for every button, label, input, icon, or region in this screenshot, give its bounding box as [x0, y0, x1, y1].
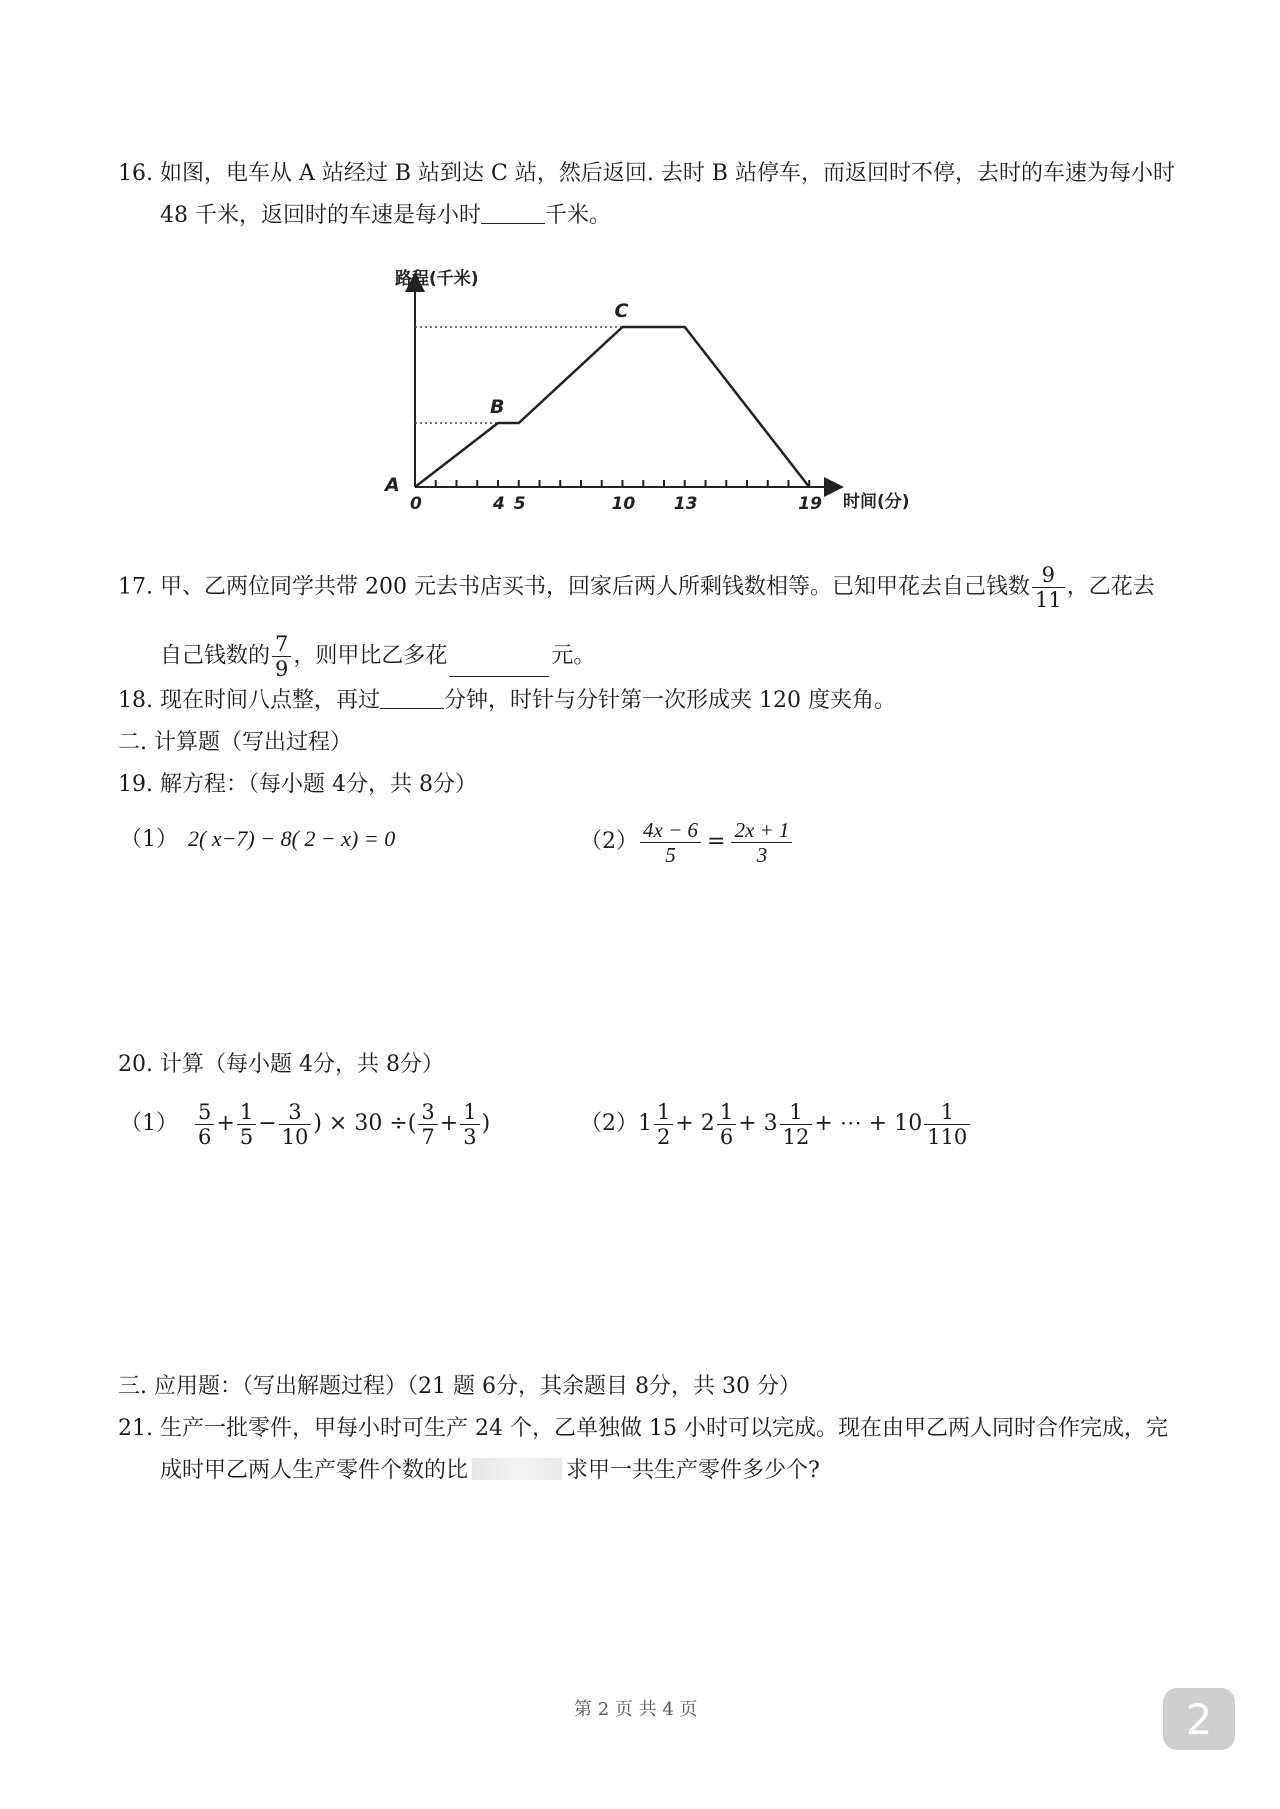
q18-line [118, 686, 896, 716]
q18-text-a: 18. 现在时间八点整，再过 [118, 688, 380, 713]
q20-p2-f4-num: 1 [924, 1100, 970, 1125]
q20-p2-label: （2） [580, 1111, 638, 1136]
q16-line2 [160, 201, 611, 231]
q20-p1-f3-den: 10 [281, 1124, 309, 1149]
page-footer: 第 2 页 共 4 页 [574, 1699, 698, 1720]
q20-p1-op2: − [258, 1111, 277, 1136]
q17-line2-unit: 元。 [551, 643, 596, 669]
q20-p1-f5-num: 1 [460, 1100, 479, 1125]
q17-line1-tail: ，乙花去 [1066, 574, 1155, 600]
q17-fraction-7-9 [272, 632, 291, 681]
q20-p2-f2-den: 6 [719, 1124, 734, 1149]
q20-p1-f5-den: 3 [463, 1124, 477, 1149]
q16-line1: 16. 如图，电车从 A 站经过 B 站到达 C 站，然后返回. 去时 B 站停车，而返回时不停，去时的车速为每小时 [118, 161, 1175, 186]
x-tick-label-10: 10 [611, 494, 636, 514]
q20-part2 [580, 1094, 972, 1154]
y-axis-label: 路程(千米) [395, 269, 479, 289]
q17-frac1-den: 11 [1034, 588, 1062, 612]
q20-p1-frac2 [237, 1100, 256, 1149]
q20-p1-label: （1） [120, 1111, 178, 1136]
q19-p2-lhs-den: 5 [665, 842, 676, 867]
q20-p2-f1-num: 1 [654, 1100, 673, 1125]
q19-p2-lhs [640, 818, 701, 867]
q20-p1-end: ) [481, 1111, 491, 1136]
x-tick-label-13: 13 [673, 494, 698, 514]
q19-part2 [580, 812, 794, 872]
q20-p2-w3: + 3 [738, 1111, 778, 1136]
q20-p2-f1-den: 2 [657, 1124, 671, 1149]
q19-title: 19. 解方程：（每小题 4分，共 8分） [118, 772, 477, 797]
q19-p1-expression: 2( x−7) − 8( 2 − x) = 0 [188, 826, 396, 851]
q19-p2-rhs [731, 818, 792, 867]
q20-p2-w4: + ⋯ + 10 [814, 1111, 923, 1136]
q20-p1-f4-num: 3 [418, 1100, 437, 1125]
q20-p2-f3-num: 1 [780, 1100, 813, 1125]
q20-p2-w2: + 2 [675, 1111, 715, 1136]
q20-p2-f4-den: 110 [927, 1124, 968, 1149]
q17-frac2-num: 7 [272, 632, 291, 657]
q19-p1-label: （1） [120, 827, 178, 852]
q19-p2-lhs-num: 4x − 6 [640, 818, 701, 843]
point-label-c: C [614, 300, 629, 322]
q19-p2-rhs-num: 2x + 1 [731, 818, 792, 843]
q20-title: 20. 计算（每小题 4分，共 8分） [118, 1052, 444, 1077]
q20-p2-frac3 [780, 1100, 813, 1149]
q16-line2-text: 48 千米，返回时的车速是每小时 [160, 203, 481, 228]
q20-p2-frac1 [654, 1100, 673, 1149]
q20-p1-f1-num: 5 [195, 1100, 214, 1125]
q17-frac2-den: 9 [275, 657, 289, 681]
q18-answer-blank[interactable] [380, 686, 444, 709]
q20-p2-frac4 [924, 1100, 970, 1149]
point-label-a: A [385, 474, 400, 496]
distance-time-chart [370, 262, 930, 527]
q18-text-b: 分钟，时针与分针第一次形成夹 120 度夹角。 [443, 688, 896, 713]
q17-frac1-num: 9 [1032, 563, 1065, 588]
q21-blurred-region [472, 1458, 562, 1480]
q20-part1 [120, 1094, 490, 1154]
trip-line [415, 327, 809, 487]
q17-fraction-9-11 [1032, 563, 1065, 612]
q20-p2-w1: 1 [638, 1111, 652, 1136]
q20-p2-frac2 [717, 1100, 736, 1149]
q19-p2-rhs-den: 3 [756, 842, 768, 867]
x-tick-label-4: 4 [493, 494, 505, 514]
x-tick-label-19: 19 [798, 494, 822, 514]
q20-p1-op1: + [216, 1111, 235, 1136]
q20-p1-frac3 [279, 1100, 312, 1149]
point-label-b: B [490, 396, 505, 418]
q20-p1-frac4 [418, 1100, 437, 1149]
x-tick-label-0: 0 [410, 494, 422, 514]
q20-p1-f3-num: 3 [279, 1100, 312, 1125]
x-tick-label-5: 5 [513, 494, 526, 514]
q17-line2-text: 自己钱数的 [160, 643, 271, 669]
q20-p1-frac5 [460, 1100, 479, 1149]
q21-line1: 21. 生产一批零件，甲每小时可生产 24 个，乙单独做 15 小时可以完成。现在由甲乙两人同时合作完成，完 [118, 1416, 1168, 1441]
q19-p2-label: （2） [580, 829, 638, 854]
q17-answer-blank[interactable] [449, 654, 549, 677]
q20-p1-frac1 [195, 1100, 214, 1149]
x-axis-label: 时间(分) [843, 492, 910, 512]
q17-line1-text: 17. 甲、乙两位同学共带 200 元去书店买书，回家后两人所剩钱数相等。已知甲花去自己钱数 [118, 574, 1030, 600]
q20-p1-f4-den: 7 [421, 1124, 435, 1149]
q20-p1-f1-den: 6 [198, 1124, 212, 1149]
q19-part1 [120, 824, 395, 855]
q16-line2-unit: 千米。 [545, 203, 612, 228]
q20-p2-f2-num: 1 [717, 1100, 736, 1125]
q17-line1 [118, 563, 1155, 612]
section-3-heading: 三. 应用题：（写出解题过程）（21 题 6分，其余题目 8分，共 30 分） [118, 1374, 801, 1399]
q16-answer-blank[interactable] [481, 201, 545, 224]
q20-p1-f2-num: 1 [237, 1100, 256, 1125]
q21-line2 [160, 1456, 820, 1486]
q20-p1-f2-den: 5 [239, 1124, 254, 1149]
q20-p1-op3: + [439, 1111, 459, 1136]
q21-line2-tail: 求甲一共生产零件多少个? [566, 1458, 820, 1483]
q20-p2-f3-den: 12 [782, 1124, 810, 1149]
page-number-badge[interactable]: 2 [1163, 1688, 1235, 1750]
q17-line2-mid: ，则甲比乙多花 [293, 643, 448, 669]
q17-line2 [160, 632, 595, 681]
x-ticks [410, 480, 822, 514]
q20-p1-mid: ) × 30 ÷( [313, 1111, 417, 1136]
q19-p2-equals: = [707, 829, 726, 854]
q21-line2-text: 成时甲乙两人生产零件个数的比 [160, 1458, 469, 1483]
section-2-heading: 二. 计算题（写出过程） [118, 730, 352, 755]
